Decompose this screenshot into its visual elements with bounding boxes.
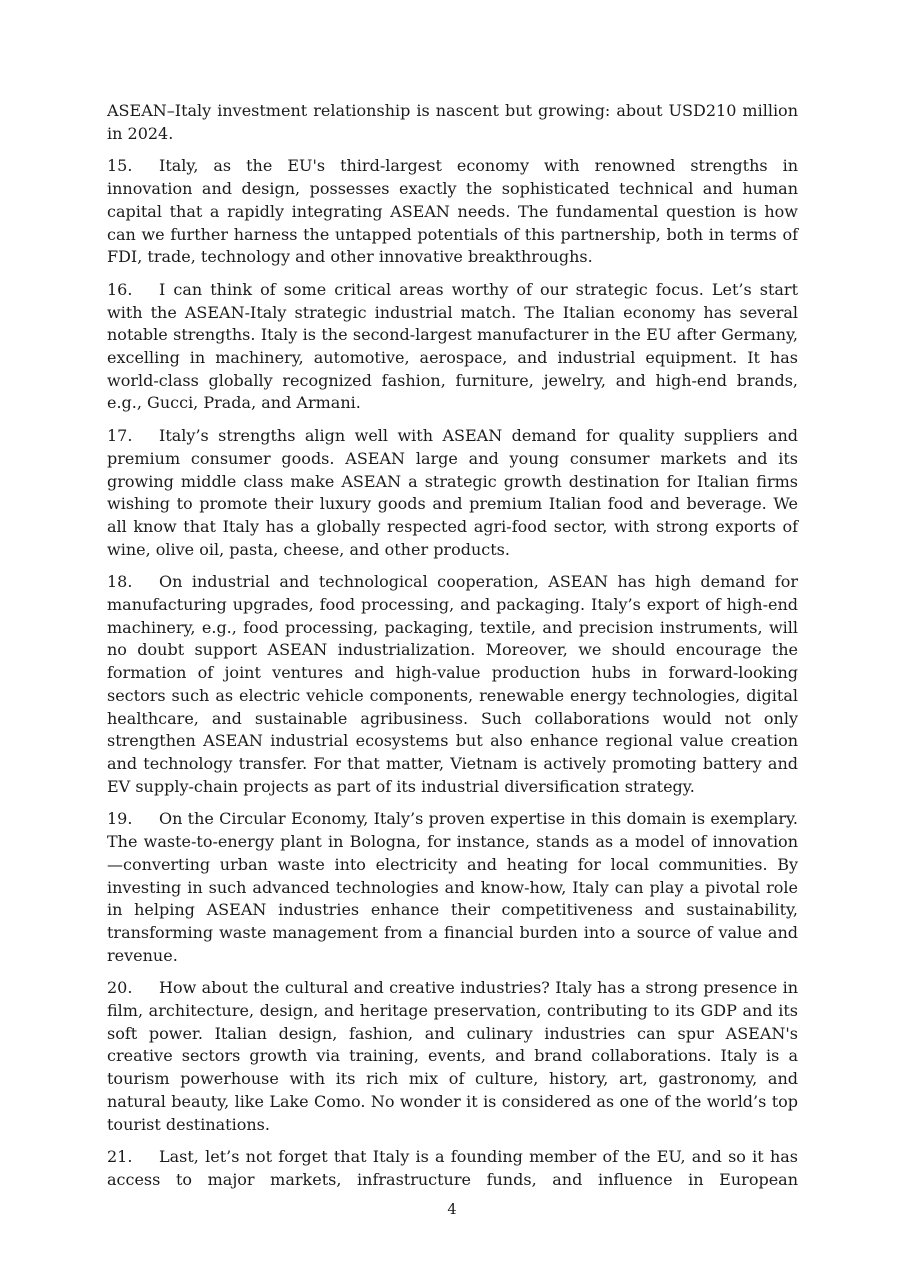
paragraph-number: 18. <box>107 572 133 592</box>
paragraph-number: 17. <box>107 426 133 446</box>
paragraph-text: I can think of some critical areas worthy of our strategic focus. Let’s start with the ASEAN-Italy strategic industrial match. The Italian economy has several notable strengths. Italy is the second-largest manufacturer in the EU after Germany, excelling in machinery, automotive, aerospace, and industrial equipment. It has world-class globally recognized fashion, furniture, jewelry, and high-end brands, e.g., Gucci, Prada, and Armani. <box>107 279 798 413</box>
paragraph-15 <box>107 155 798 269</box>
paragraph-text: Italy, as the EU's third-largest economy with renowned strengths in innovation and design, possesses exactly the sophisticated technical and human capital that a rapidly integrating ASEAN needs. The fundamental question is how can we further harness the untapped potentials of this partnership, both in terms of FDI, trade, technology and other innovative breakthroughs. <box>107 156 798 267</box>
paragraph-20 <box>107 977 798 1136</box>
paragraph-19 <box>107 808 798 967</box>
paragraph-text: On industrial and technological cooperation, ASEAN has high demand for manufacturing upgrades, food processing, and packaging. Italy’s export of high-end machinery, e.g., food processing, packaging, textile, and precision instruments, will no doubt support ASEAN industrialization. Moreover, we should encourage the formation of joint ventures and high-value production hubs in forward-looking sectors such as electric vehicle components, renewable energy technologies, digital healthcare, and sustainable agribusiness. Such collaborations would not only strengthen ASEAN industrial ecosystems but also enhance regional value creation and technology transfer. For that matter, Vietnam is actively promoting battery and EV supply-chain projects as part of its industrial diversification strategy. <box>107 572 798 796</box>
paragraph-number: 20. <box>107 978 133 998</box>
paragraph-17 <box>107 425 798 561</box>
paragraph-number: 19. <box>107 809 133 829</box>
page-body <box>107 100 798 1202</box>
paragraph-text: On the Circular Economy, Italy’s proven expertise in this domain is exemplary. The waste-to-energy plant in Bologna, for instance, stands as a model of innovation—converting urban waste into electricity and heating for local communities. By investing in such advanced technologies and know-how, Italy can play a pivotal role in helping ASEAN industries enhance their competitiveness and sustainability, transforming waste management from a financial burden into a source of value and revenue. <box>107 809 798 965</box>
page-footer <box>0 1202 904 1218</box>
paragraph-continuation <box>107 100 798 145</box>
paragraph-16 <box>107 279 798 415</box>
paragraph-18 <box>107 571 798 798</box>
paragraph-number: 21. <box>107 1147 133 1167</box>
paragraph-text: Last, let’s not forget that Italy is a founding member of the EU, and so it has access to major markets, infrastructure funds, and influence in European <box>107 1147 798 1189</box>
paragraph-number: 15. <box>107 156 133 176</box>
paragraph-text: ASEAN–Italy investment relationship is nascent but growing: about USD210 million in 2024. <box>107 101 798 143</box>
paragraph-text: How about the cultural and creative industries? Italy has a strong presence in film, architecture, design, and heritage preservation, contributing to its GDP and its soft power. Italian design, fashion, and culinary industries can spur ASEAN's creative sectors growth via training, events, and brand collaborations. Italy is a tourism powerhouse with its rich mix of culture, history, art, gastronomy, and natural beauty, like Lake Como. No wonder it is considered as one of the world’s top tourist destinations. <box>107 978 798 1134</box>
page-number: 4 <box>447 1202 457 1218</box>
paragraph-number: 16. <box>107 279 133 299</box>
paragraph-21 <box>107 1146 798 1191</box>
paragraph-text: Italy’s strengths align well with ASEAN demand for quality suppliers and premium consumer goods. ASEAN large and young consumer markets and its growing middle class make ASEAN a strategic growth destination for Italian firms wishing to promote their luxury goods and premium Italian food and beverage. We all know that Italy has a globally respected agri-food sector, with strong exports of wine, olive oil, pasta, cheese, and other products. <box>107 426 798 559</box>
